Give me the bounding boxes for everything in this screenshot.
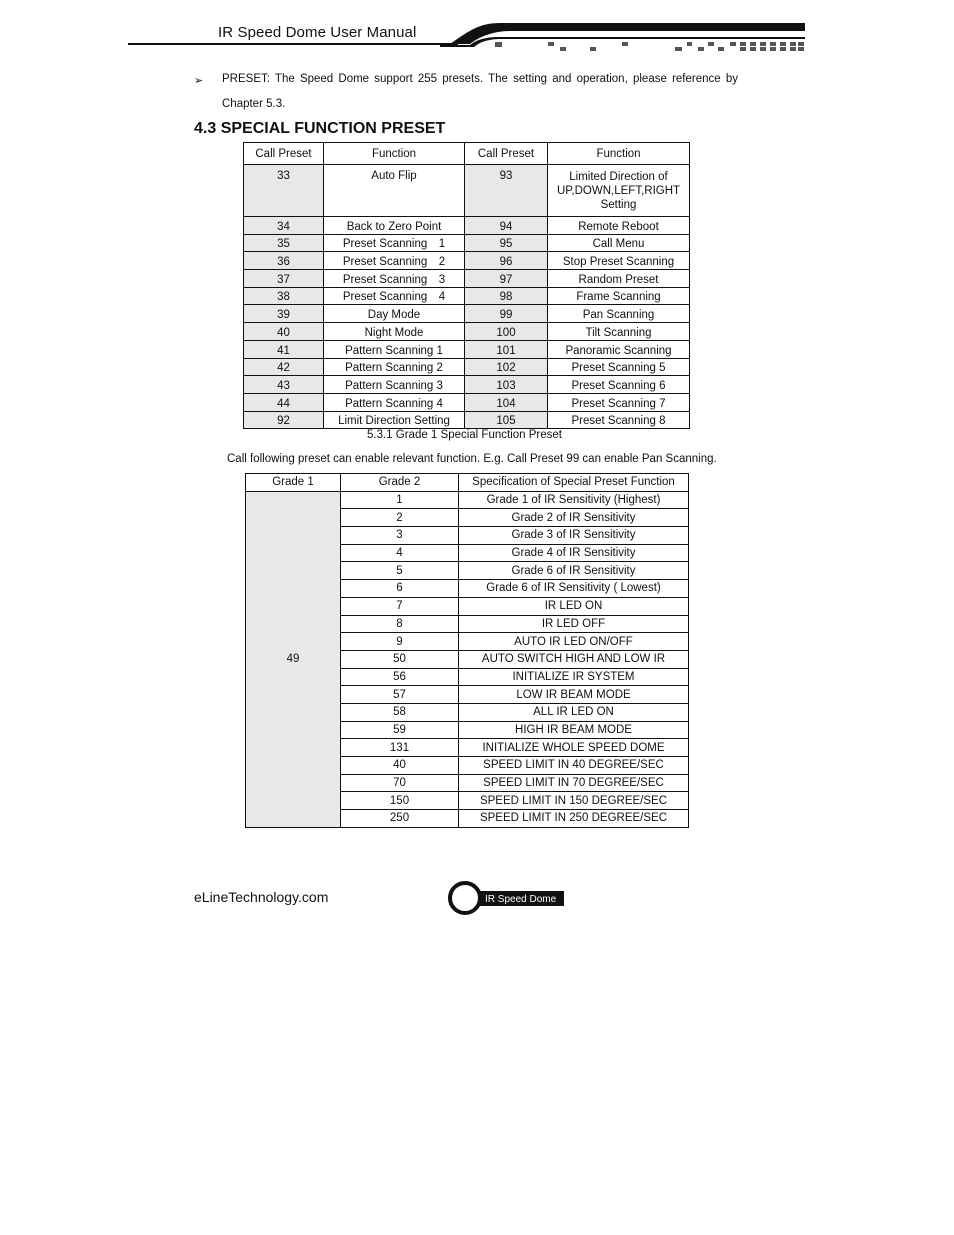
table-cell: Pattern Scanning 2 [324, 358, 465, 376]
table-cell: 41 [244, 340, 324, 358]
table-cell: 3 [341, 527, 459, 545]
table-cell: 50 [341, 650, 459, 668]
table-cell: Limited Direction of UP,DOWN,LEFT,RIGHT Setting [548, 165, 690, 217]
header-decoration [440, 20, 808, 54]
table-row [246, 491, 689, 509]
header-rule [128, 43, 458, 45]
table-cell: Day Mode [324, 305, 465, 323]
table-cell: 8 [341, 615, 459, 633]
table-cell: Remote Reboot [548, 217, 690, 235]
column-header: Function [548, 143, 690, 165]
ir-preset-grade-table [245, 473, 689, 828]
table-cell: INITIALIZE WHOLE SPEED DOME [459, 739, 689, 757]
table-cell: 98 [465, 287, 548, 305]
table-cell: Pattern Scanning 4 [324, 393, 465, 411]
table-cell: 34 [244, 217, 324, 235]
table-row [244, 393, 690, 411]
table-cell: 37 [244, 270, 324, 288]
table-cell: Preset Scanning 4 [324, 287, 465, 305]
table-cell: 43 [244, 376, 324, 394]
table-cell: IR LED ON [459, 597, 689, 615]
table-cell: Preset Scanning 5 [548, 358, 690, 376]
table-cell: 6 [341, 580, 459, 598]
table-cell: Call Menu [548, 234, 690, 252]
table-cell: Grade 3 of IR Sensitivity [459, 527, 689, 545]
table-cell: 131 [341, 739, 459, 757]
table-cell: 4 [341, 544, 459, 562]
table-cell: Back to Zero Point [324, 217, 465, 235]
table-cell: Limit Direction Setting [324, 411, 465, 429]
table-cell: 44 [244, 393, 324, 411]
table-cell: 7 [341, 597, 459, 615]
table-cell: Grade 2 of IR Sensitivity [459, 509, 689, 527]
table-cell: Pan Scanning [548, 305, 690, 323]
table-cell: Night Mode [324, 323, 465, 341]
table-cell: 9 [341, 633, 459, 651]
column-header: Grade 1 [246, 474, 341, 492]
column-header: Call Preset [465, 143, 548, 165]
table-row [244, 217, 690, 235]
table-cell: SPEED LIMIT IN 250 DEGREE/SEC [459, 810, 689, 828]
table-cell: Auto Flip [324, 165, 465, 217]
table-cell: SPEED LIMIT IN 150 DEGREE/SEC [459, 792, 689, 810]
table-cell: 1 [341, 491, 459, 509]
table-cell: 105 [465, 411, 548, 429]
footer-website: eLineTechnology.com [194, 889, 329, 905]
table-cell: 101 [465, 340, 548, 358]
table-cell: Grade 6 of IR Sensitivity ( Lowest) [459, 580, 689, 598]
table-cell: 96 [465, 252, 548, 270]
table-cell: Frame Scanning [548, 287, 690, 305]
table-cell: 42 [244, 358, 324, 376]
table-cell: SPEED LIMIT IN 40 DEGREE/SEC [459, 757, 689, 775]
table-cell: Grade 6 of IR Sensitivity [459, 562, 689, 580]
usage-note: Call following preset can enable relevant function. E.g. Call Preset 99 can enable Pan Scanning. [227, 453, 717, 465]
table-cell: 57 [341, 686, 459, 704]
svg-text:IR Speed Dome: IR Speed Dome [485, 894, 557, 905]
table-row [244, 305, 690, 323]
table-cell: 59 [341, 721, 459, 739]
table-row [244, 411, 690, 429]
table-cell: Tilt Scanning [548, 323, 690, 341]
table-cell: Pattern Scanning 1 [324, 340, 465, 358]
table-cell: AUTO SWITCH HIGH AND LOW IR [459, 650, 689, 668]
table-cell: 93 [465, 165, 548, 217]
table-cell: 39 [244, 305, 324, 323]
table-row [244, 165, 690, 217]
table-header-row [244, 143, 690, 165]
table-cell: Random Preset [548, 270, 690, 288]
table-cell: 103 [465, 376, 548, 394]
table-cell: LOW IR BEAM MODE [459, 686, 689, 704]
bullet-arrow-icon: ➢ [194, 75, 204, 87]
table-cell: 150 [341, 792, 459, 810]
section-heading: 4.3 SPECIAL FUNCTION PRESET [194, 120, 446, 137]
table-cell: Grade 4 of IR Sensitivity [459, 544, 689, 562]
column-header: Grade 2 [341, 474, 459, 492]
table-cell: Pattern Scanning 3 [324, 376, 465, 394]
table-cell: SPEED LIMIT IN 70 DEGREE/SEC [459, 774, 689, 792]
table-cell: ALL IR LED ON [459, 703, 689, 721]
table-cell: Preset Scanning 3 [324, 270, 465, 288]
table-cell: 94 [465, 217, 548, 235]
table-cell: INITIALIZE IR SYSTEM [459, 668, 689, 686]
table-cell: Stop Preset Scanning [548, 252, 690, 270]
table-cell: Preset Scanning 8 [548, 411, 690, 429]
table-cell: 38 [244, 287, 324, 305]
table-row [244, 358, 690, 376]
document-title: IR Speed Dome User Manual [218, 24, 417, 41]
table-cell: 100 [465, 323, 548, 341]
table-cell: 102 [465, 358, 548, 376]
table-cell: 5 [341, 562, 459, 580]
table-cell: 95 [465, 234, 548, 252]
table-cell: 56 [341, 668, 459, 686]
grade1-cell: 49 [246, 491, 341, 827]
table-cell: IR LED OFF [459, 615, 689, 633]
ir-speed-dome-logo [448, 881, 568, 915]
table-cell: Preset Scanning 7 [548, 393, 690, 411]
table-cell: 40 [341, 757, 459, 775]
table-cell: AUTO IR LED ON/OFF [459, 633, 689, 651]
table-cell: Grade 1 of IR Sensitivity (Highest) [459, 491, 689, 509]
table-cell: Preset Scanning 6 [548, 376, 690, 394]
table-row [244, 270, 690, 288]
table-row [244, 234, 690, 252]
table-cell: 92 [244, 411, 324, 429]
table-cell: 104 [465, 393, 548, 411]
intro-text-line1: PRESET: The Speed Dome support 255 presets. The setting and operation, please reference by [222, 73, 738, 85]
table-caption: 5.3.1 Grade 1 Special Function Preset [367, 429, 562, 441]
table-cell: 36 [244, 252, 324, 270]
intro-text-line2: Chapter 5.3. [222, 98, 286, 110]
table-row [244, 376, 690, 394]
table-row [244, 323, 690, 341]
table-cell: Preset Scanning 2 [324, 252, 465, 270]
table-cell: 70 [341, 774, 459, 792]
table-cell: 40 [244, 323, 324, 341]
table-row [244, 252, 690, 270]
column-header: Call Preset [244, 143, 324, 165]
table-cell: 97 [465, 270, 548, 288]
column-header: Function [324, 143, 465, 165]
table-row [244, 340, 690, 358]
table-cell: 35 [244, 234, 324, 252]
table-cell: 99 [465, 305, 548, 323]
table-cell: Panoramic Scanning [548, 340, 690, 358]
table-cell: 33 [244, 165, 324, 217]
table-cell: Preset Scanning 1 [324, 234, 465, 252]
table-cell: HIGH IR BEAM MODE [459, 721, 689, 739]
table-row [244, 287, 690, 305]
table-header-row [246, 474, 689, 492]
table-cell: 2 [341, 509, 459, 527]
column-header: Specification of Special Preset Function [459, 474, 689, 492]
special-function-preset-table [243, 142, 690, 429]
table-cell: 250 [341, 810, 459, 828]
table-cell: 58 [341, 703, 459, 721]
